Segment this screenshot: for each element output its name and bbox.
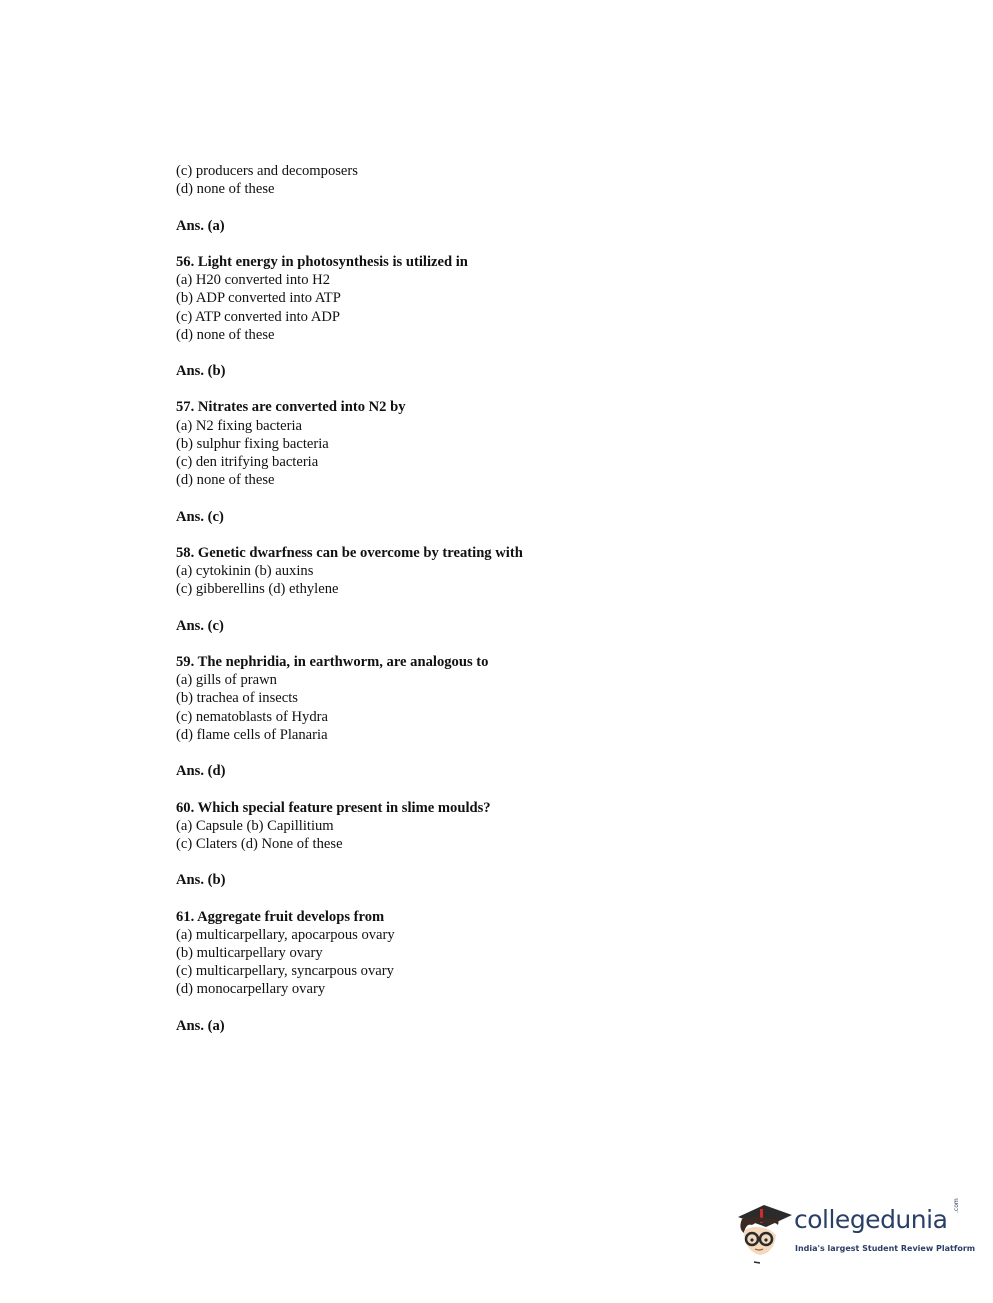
question-61: 61. Aggregate fruit develops from — [176, 908, 385, 925]
option-line: (b) ADP converted into ATP — [176, 290, 341, 307]
option-line: (d) flame cells of Planaria — [176, 726, 328, 743]
option-line: (b) sulphur fixing bacteria — [176, 435, 329, 452]
option-line: (a) multicarpellary, apocarpous ovary — [176, 926, 395, 943]
option-line: (c) producers and decomposers — [176, 163, 358, 179]
option-line: (d) none of these — [176, 326, 275, 343]
answer-line: Ans. (c) — [176, 508, 224, 525]
question-60: 60. Which special feature present in slime moulds? — [176, 799, 491, 816]
option-line: (c) ATP converted into ADP — [176, 308, 341, 325]
option-line: (d) none of these — [176, 472, 275, 489]
option-line: (d) monocarpellary ovary — [176, 981, 326, 998]
collegedunia-logo — [734, 1195, 976, 1270]
option-line: (b) multicarpellary ovary — [176, 945, 323, 962]
answer-line: Ans. (d) — [176, 763, 226, 780]
option-line: (c) multicarpellary, syncarpous ovary — [176, 963, 394, 980]
option-line: (a) gills of prawn — [176, 672, 277, 689]
option-line: (c) den itrifying bacteria — [176, 454, 319, 470]
option-line: (a) N2 fixing bacteria — [176, 417, 303, 434]
answer-line: Ans. (a) — [176, 1017, 225, 1034]
question-56: 56. Light energy in photosynthesis is utilized in — [176, 253, 468, 270]
logo-domain-suffix: .com — [953, 1198, 960, 1213]
document-body — [176, 162, 796, 1035]
answer-line: Ans. (b) — [176, 872, 226, 889]
logo-wordmark: collegedunia — [794, 1205, 948, 1234]
option-line: (c) gibberellins (d) ethylene — [176, 581, 339, 598]
question-59: 59. The nephridia, in earthworm, are analogous to — [176, 654, 489, 671]
option-line: (d) none of these — [176, 181, 275, 198]
logo-tagline: India's largest Student Review Platform — [795, 1244, 976, 1253]
question-57: 57. Nitrates are converted into N2 by — [176, 399, 406, 416]
option-line: (a) H20 converted into H2 — [176, 272, 330, 289]
option-line: (c) Claters (d) None of these — [176, 835, 343, 852]
answer-line: Ans. (c) — [176, 617, 224, 634]
option-line: (c) nematoblasts of Hydra — [176, 708, 328, 725]
mascot-graduation-cap-icon — [734, 1195, 796, 1267]
answer-line: Ans. (a) — [176, 217, 225, 234]
answer-line: Ans. (b) — [176, 363, 226, 380]
option-line: (a) Capsule (b) Capillitium — [176, 817, 334, 834]
option-line: (b) trachea of insects — [176, 690, 298, 707]
question-58: 58. Genetic dwarfness can be overcome by treating with — [176, 544, 523, 561]
option-line: (a) cytokinin (b) auxins — [176, 563, 314, 580]
